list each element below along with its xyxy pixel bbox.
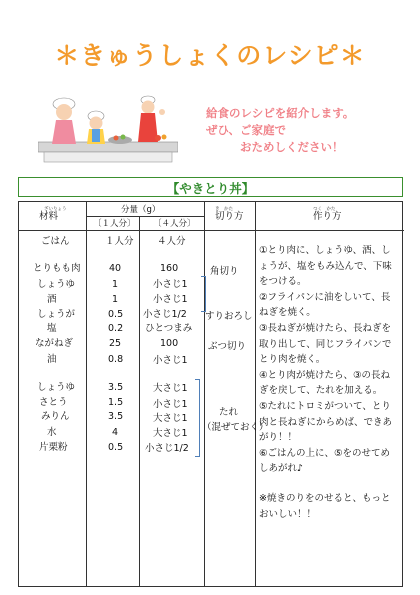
ingredient-one: 0.5	[108, 442, 124, 453]
ingredient-name: 油	[47, 354, 57, 365]
header-amount: 分量（g）	[121, 205, 161, 215]
step: ①とり肉に、しょうゆ、酒、しょうが、塩をもみ込んで、下味をつける。	[259, 245, 392, 288]
ingredient-name: ごはん	[41, 236, 70, 247]
ingredient-name: みりん	[41, 411, 70, 422]
step: ⑥ごはんの上に、⑤をのせてめしあがれ♪	[259, 447, 391, 475]
recipe-table: 材料 ざいりょう 分量（g） 〔１人分〕 〔４人分〕 切り方 き かた 作り方 つく かた ごはん １人分 ４人分 とりもも肉 40 160 しょうゆ 1 小さじ1 酒 1 小さじ1 しょうが 0.5 小さじ1/2 塩 0.2 ひとつまみ ながねぎ 25 100 油 0.8 小さじ1 しょうゆ 3.5 大さじ1 さとう 1.5 小さじ1 みりん 3.5 大さじ1 水 4 大さじ1 片栗粉 0.5 小さじ1/2 角切り すりおろし ぶつ切り たれ （混ぜておく）	[18, 201, 403, 587]
ingredient-name: とりもも肉	[33, 263, 81, 274]
intro-line-1: 給食のレシピを紹介します。	[206, 106, 355, 120]
ingredient-name: しょうゆ	[37, 279, 76, 290]
ingredient-four: 100	[160, 338, 179, 349]
ingredient-four: 大さじ1	[153, 413, 188, 424]
ingredient-name: 酒	[47, 294, 57, 305]
ingredient-one: 1.5	[108, 397, 124, 408]
cut-method: （混ぜておく）	[202, 422, 269, 433]
header-material: 材料	[39, 211, 59, 222]
ingredient-one: 3.5	[108, 411, 124, 422]
recipe-name-banner	[18, 177, 403, 197]
step: ②フライパンに油をしいて、長ねぎを焼く。	[259, 291, 391, 319]
ingredient-four: 小さじ1	[153, 279, 188, 290]
ingredient-name: ながねぎ	[35, 338, 74, 349]
page-title: ＊きゅうしょくのレシピ＊	[54, 41, 366, 70]
intro-text	[206, 105, 406, 156]
ingredient-four: 大さじ1	[153, 428, 188, 439]
cut-method: すりおろし	[205, 311, 253, 322]
bracket	[195, 379, 200, 457]
ingredient-one: １人分	[105, 236, 134, 247]
ingredient-one: 25	[109, 338, 122, 349]
step: ③長ねぎが焼けたら、長ねぎを取り出して、同じフライパンでとり肉を焼く。	[259, 322, 392, 366]
ingredient-one: 40	[109, 263, 122, 274]
ingredient-one: 1	[112, 294, 119, 305]
ingredient-four: 小さじ1	[153, 294, 188, 305]
step: ④とり肉が焼けたら、③の長ねぎを戻して、たれを加える。	[259, 369, 391, 397]
ingredient-four: 小さじ1	[153, 399, 188, 410]
cut-method: 角切り	[210, 266, 239, 277]
ingredient-one: 3.5	[108, 382, 124, 393]
ingredient-four: ひとつまみ	[145, 323, 193, 334]
ingredient-name: 片栗粉	[39, 442, 68, 453]
ingredient-one: 0.5	[108, 309, 124, 320]
ingredient-one: 0.2	[108, 323, 124, 334]
ingredient-four: 160	[160, 263, 179, 274]
cooking-steps	[259, 243, 397, 522]
ingredient-four: 小さじ1	[153, 355, 188, 366]
ingredient-four: 小さじ1/2	[145, 443, 189, 454]
header-four-servings: 〔４人分〕	[153, 219, 196, 229]
cooking-family-illustration	[38, 82, 178, 164]
header-cut: 切り方	[215, 211, 244, 222]
ingredient-four: 大さじ1	[153, 383, 188, 394]
step: ⑤たれにトロミがついて、とり肉と長ねぎにからめば、できあがり！！	[259, 400, 393, 444]
bracket	[201, 276, 206, 312]
ingredient-name: さとう	[39, 397, 68, 408]
tip-note: ※焼きのりをのせると、もっとおいしい！！	[259, 492, 391, 520]
ingredient-name: 水	[47, 427, 57, 438]
cut-method: たれ	[219, 407, 239, 418]
recipe-name: 【やきとり丼】	[166, 181, 255, 196]
ingredient-four: 小さじ1/2	[143, 309, 187, 320]
intro-line-3: おためしください！	[240, 140, 344, 154]
ingredient-four: ４人分	[157, 236, 186, 247]
cut-method: ぶつ切り	[208, 341, 247, 352]
ingredient-one: 4	[112, 427, 119, 438]
ingredient-one: 1	[112, 279, 119, 290]
header-how: 作り方	[313, 211, 342, 222]
intro-line-2: ぜひ、ご家庭で	[206, 123, 287, 137]
ingredient-name: しょうが	[37, 309, 76, 320]
ingredient-name: しょうゆ	[37, 382, 76, 393]
header-one-serving: 〔１人分〕	[93, 219, 136, 229]
ingredient-name: 塩	[47, 323, 57, 334]
ingredient-one: 0.8	[108, 354, 124, 365]
